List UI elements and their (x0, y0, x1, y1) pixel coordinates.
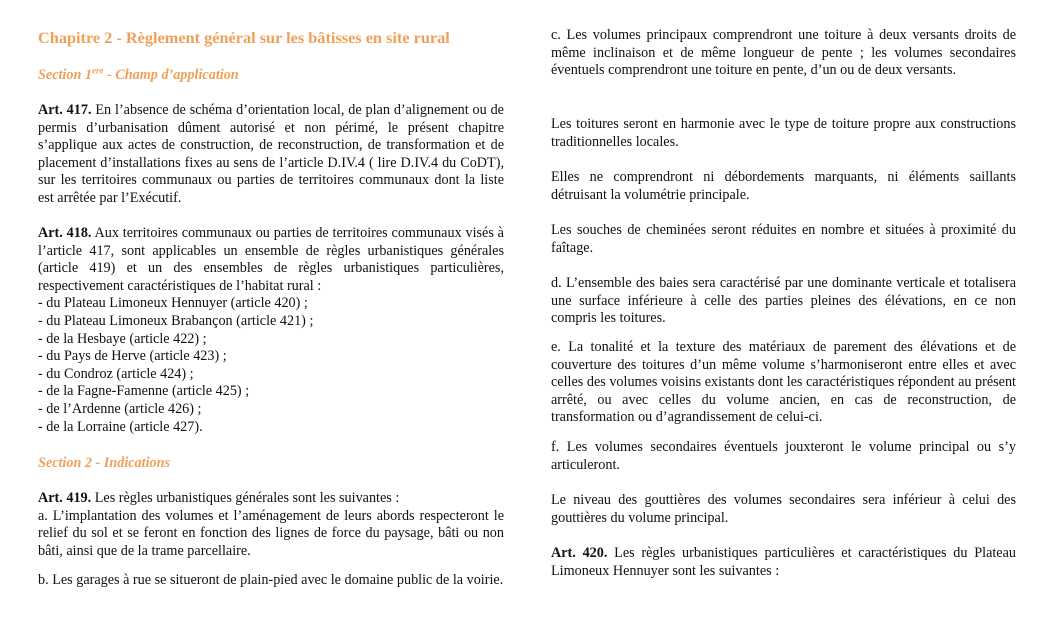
region-item: - de la Hesbaye (article 422) ; (38, 330, 207, 347)
paragraph-toitures: Les toitures seront en harmonie avec le type de toiture propre aux constructions traditionnelles locales. (551, 116, 1016, 150)
paragraph-d: d. L’ensemble des baies sera caractérisé par une dominante verticale et totalisera une surface inférieure à celle des parties pleines des élévations, en ce non compris les toitures. (551, 275, 1016, 327)
article-420-label: Art. 420. (551, 545, 608, 561)
paragraph-souches: Les souches de cheminées seront réduites en nombre et situées à proximité du faîtage. (551, 222, 1016, 256)
chapter-title: Chapitre 2 - Règlement général sur les bâtisses en site rural (38, 28, 450, 47)
paragraph-gouttieres: Le niveau des gouttières des volumes secondaires sera inférieur à celui des gouttières du volume principal. (551, 492, 1016, 526)
region-item: - de la Fagne-Famenne (article 425) ; (38, 383, 250, 400)
article-420 (551, 545, 1016, 580)
region-item: - du Plateau Limoneux Hennuyer (article 420) ; (38, 295, 308, 312)
article-418 (38, 225, 504, 436)
region-item: - du Condroz (article 424) ; (38, 365, 194, 382)
section-1-heading (38, 67, 239, 84)
section-1-suffix: - Champ d’application (103, 67, 239, 83)
article-419-intro (38, 490, 504, 508)
article-419-item-b: b. Les garages à rue se situeront de plain-pied avec le domaine public de la voirie. (38, 572, 504, 588)
paragraph-e: e. La tonalité et la texture des matériaux de parement des élévations et de couverture des toitures d’un même volume s’harmoniseront entre elles et avec celles des volumes voisins existants dont les caractéristiques répondent au présent arrêté, ou avec celles du volume ancien, en cas de reconstruction, de transformation ou d’agrandissement de celui-ci. (551, 339, 1016, 426)
article-420-text: Les règles urbanistiques particulières et caractéristiques du Plateau Limoneux Hennuyer sont les suivantes : (551, 545, 1016, 579)
paragraph-debordements: Elles ne comprendront ni débordements marquants, ni éléments saillants détruisant la volumétrie principale. (551, 169, 1016, 203)
article-419-label: Art. 419. (38, 490, 92, 506)
region-item: - du Pays de Herve (article 423) ; (38, 348, 227, 365)
article-419-intro-text: Les règles urbanistiques générales sont les suivantes : (91, 490, 400, 506)
paragraph-f: f. Les volumes secondaires éventuels jouxteront le volume principal ou s’y articuleront. (551, 439, 1016, 473)
region-item: - du Plateau Limoneux Brabançon (article 421) ; (38, 312, 314, 329)
article-417 (38, 102, 504, 208)
region-list (38, 295, 504, 436)
section-2-heading: Section 2 - Indications (38, 455, 171, 471)
article-417-label: Art. 417. (38, 102, 92, 118)
article-418-paragraph (38, 225, 504, 295)
section-1-sup: ere (92, 65, 104, 76)
region-item: - de l’Ardenne (article 426) ; (38, 400, 202, 417)
article-417-text: En l’absence de schéma d’orientation local, de plan d’alignement ou de permis d’urbanisation dûment autorisé et non périmé, le présent chapitre s’applique aux actes de construction, de reconstruction, de transformation et de placement d’installations fixes au sens de l’article D.IV.4 ( lire D.IV.4 du CoDT), sur les territoires communaux ou parties de territoires communaux dont la liste est arrêtée par l’Exécutif. (38, 102, 504, 206)
article-418-text: Aux territoires communaux ou parties de territoires communaux visés à l’article 417, sont applicables un ensemble de règles urbanistiques générales (article 419) et un des ensembles de règles urbanistiques particulières, respectivement caractéristiques de l’habitat rural : (38, 225, 504, 294)
article-419 (38, 490, 504, 560)
paragraph-c: c. Les volumes principaux comprendront une toiture à deux versants droits de même inclinaison et de même longueur de pente ; les volumes secondaires éventuels comprendront une toiture en pente, d’un ou de deux versants. (551, 27, 1016, 79)
section-1-prefix: Section 1 (38, 67, 92, 83)
article-418-label: Art. 418. (38, 225, 92, 241)
region-item: - de la Lorraine (article 427). (38, 418, 203, 435)
article-419-item-a: a. L’implantation des volumes et l’aménagement de leurs abords respecteront le relief du sol et se feront en fonction des lignes de force du paysage, bâti ou non bâti, ainsi que de la trame parcellaire. (38, 507, 504, 559)
